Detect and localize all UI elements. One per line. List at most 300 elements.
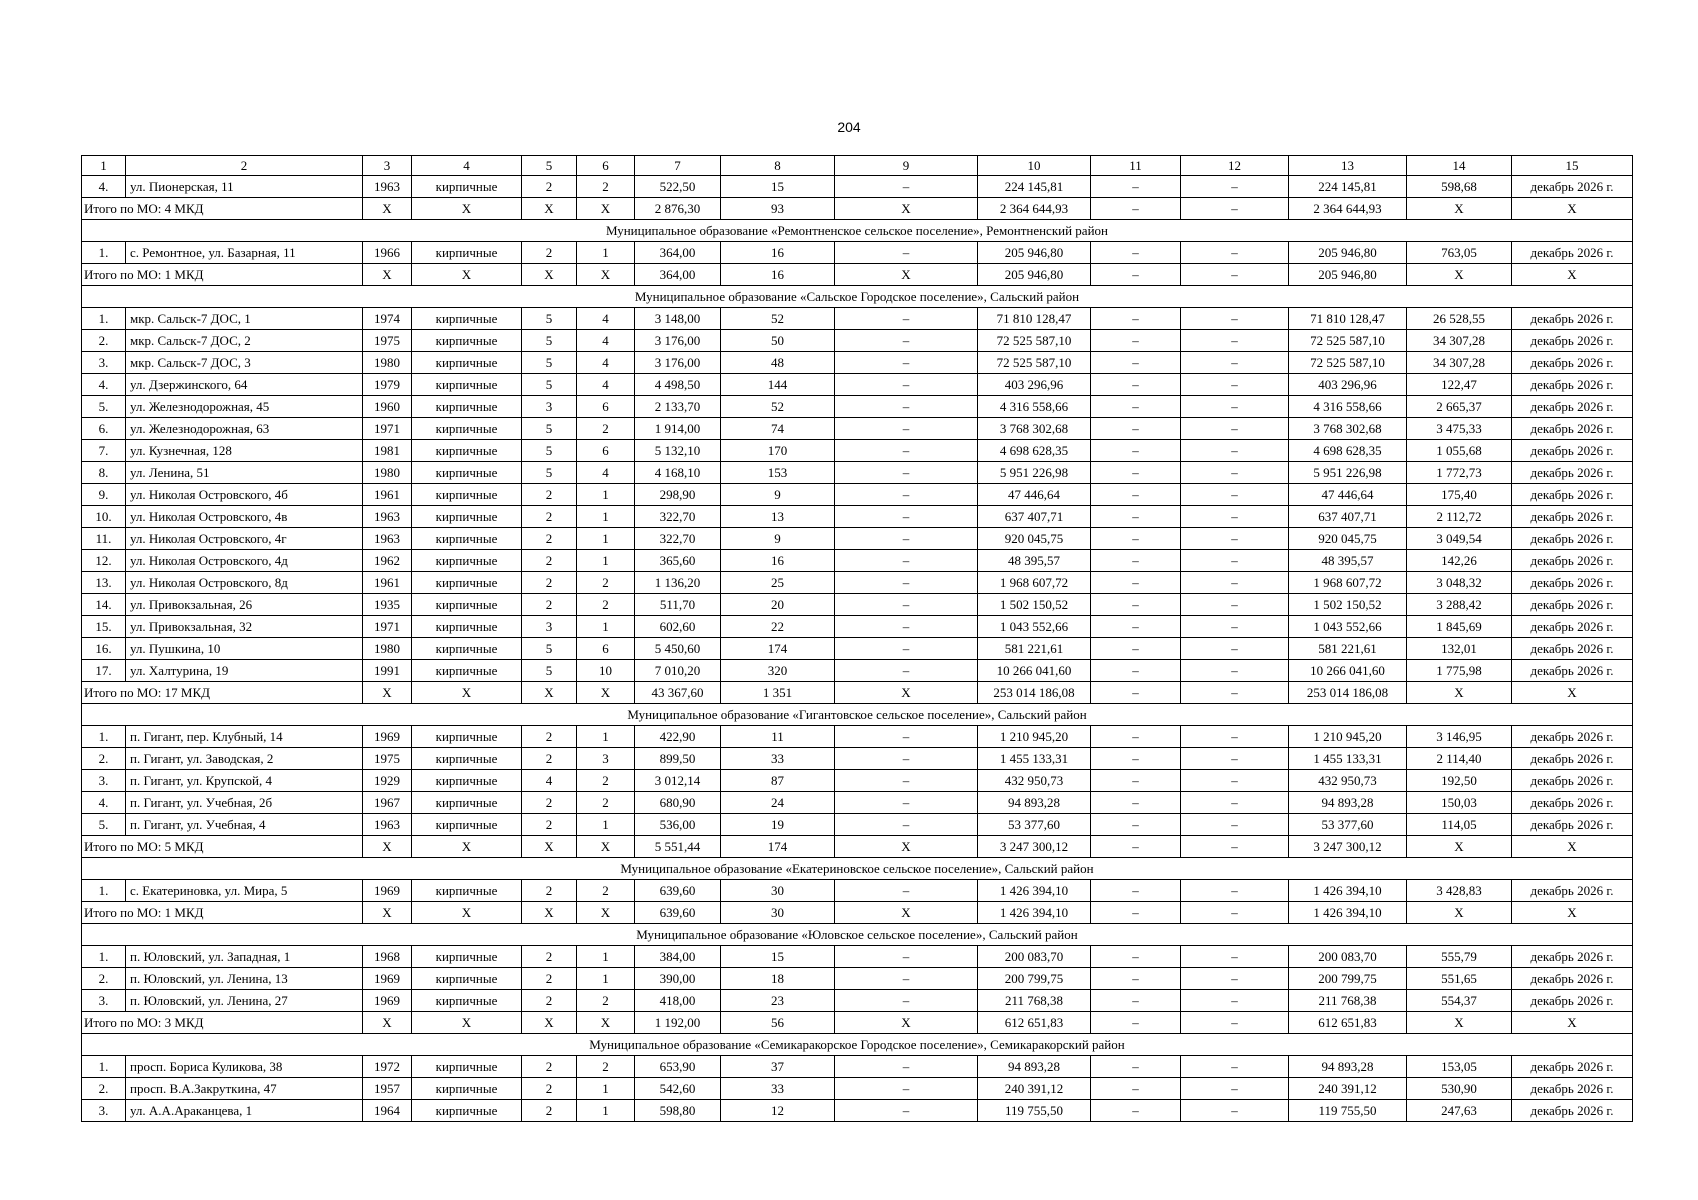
subtotal-residents: 30 [721, 902, 835, 924]
row-number-cell: 4. [82, 792, 126, 814]
build-year-cell: 1971 [363, 418, 412, 440]
wall-material-cell: кирпичные [412, 550, 522, 572]
floors-cell: 2 [522, 594, 577, 616]
column-header: 3 [363, 156, 412, 176]
row-number-cell: 17. [82, 660, 126, 682]
subtotal-col-9: X [835, 682, 978, 704]
col-11-cell: – [1091, 968, 1181, 990]
col-12-cell: – [1181, 638, 1289, 660]
col-9-cell: – [835, 440, 978, 462]
area-cell: 522,50 [635, 176, 721, 198]
col-11-cell: – [1091, 330, 1181, 352]
col-11-cell: – [1091, 814, 1181, 836]
col-12-cell: – [1181, 770, 1289, 792]
subtotal-subtotal-cost: 3 247 300,12 [1289, 836, 1407, 858]
area-cell: 418,00 [635, 990, 721, 1012]
subtotal-unit-cost: X [1407, 264, 1512, 286]
table-row [82, 814, 1633, 836]
residents-cell: 22 [721, 616, 835, 638]
unit-cost-cell: 175,40 [1407, 484, 1512, 506]
municipality-header-row [82, 858, 1633, 880]
total-cost-cell: 211 768,38 [978, 990, 1091, 1012]
subtotal-cost-cell: 200 083,70 [1289, 946, 1407, 968]
residents-cell: 15 [721, 176, 835, 198]
floors-cell: 5 [522, 330, 577, 352]
subtotal-col-11: – [1091, 836, 1181, 858]
entrances-cell: 2 [577, 418, 635, 440]
subtotal-total-cost: 2 364 644,93 [978, 198, 1091, 220]
col-9-cell: – [835, 176, 978, 198]
subtotal-floors: X [522, 682, 577, 704]
address-cell: п. Юловский, ул. Ленина, 13 [126, 968, 363, 990]
area-cell: 3 176,00 [635, 352, 721, 374]
housing-registry-table [81, 155, 1633, 1122]
area-cell: 384,00 [635, 946, 721, 968]
wall-material-cell: кирпичные [412, 242, 522, 264]
row-number-cell: 5. [82, 814, 126, 836]
entrances-cell: 1 [577, 550, 635, 572]
subtotal-label: Итого по МО: 1 МКД [82, 264, 363, 286]
col-11-cell: – [1091, 506, 1181, 528]
table-row [82, 484, 1633, 506]
subtotal-residents: 93 [721, 198, 835, 220]
entrances-cell: 2 [577, 594, 635, 616]
unit-cost-cell: 132,01 [1407, 638, 1512, 660]
wall-material-cell: кирпичные [412, 660, 522, 682]
row-number-cell: 2. [82, 748, 126, 770]
col-12-cell: – [1181, 528, 1289, 550]
unit-cost-cell: 2 112,72 [1407, 506, 1512, 528]
col-11-cell: – [1091, 352, 1181, 374]
wall-material-cell: кирпичные [412, 770, 522, 792]
subtotal-residents: 16 [721, 264, 835, 286]
subtotal-col-12: – [1181, 264, 1289, 286]
table-row [82, 1056, 1633, 1078]
area-cell: 364,00 [635, 242, 721, 264]
unit-cost-cell: 763,05 [1407, 242, 1512, 264]
build-year-cell: 1963 [363, 176, 412, 198]
subtotal-cost-cell: 1 043 552,66 [1289, 616, 1407, 638]
subtotal-label: Итого по МО: 5 МКД [82, 836, 363, 858]
subtotal-deadline: X [1512, 1012, 1633, 1034]
subtotal-entrances: X [577, 1012, 635, 1034]
unit-cost-cell: 2 665,37 [1407, 396, 1512, 418]
col-9-cell: – [835, 1078, 978, 1100]
col-11-cell: – [1091, 242, 1181, 264]
table-row [82, 242, 1633, 264]
subtotal-cost-cell: 48 395,57 [1289, 550, 1407, 572]
build-year-cell: 1964 [363, 1100, 412, 1122]
area-cell: 536,00 [635, 814, 721, 836]
wall-material-cell: кирпичные [412, 594, 522, 616]
unit-cost-cell: 1 775,98 [1407, 660, 1512, 682]
address-cell: ул. Халтурина, 19 [126, 660, 363, 682]
col-11-cell: – [1091, 638, 1181, 660]
total-cost-cell: 1 043 552,66 [978, 616, 1091, 638]
col-9-cell: – [835, 946, 978, 968]
wall-material-cell: кирпичные [412, 308, 522, 330]
residents-cell: 23 [721, 990, 835, 1012]
subtotal-area: 43 367,60 [635, 682, 721, 704]
subtotal-row [82, 198, 1633, 220]
table-row [82, 396, 1633, 418]
wall-material-cell: кирпичные [412, 484, 522, 506]
subtotal-cost-cell: 72 525 587,10 [1289, 330, 1407, 352]
build-year-cell: 1969 [363, 990, 412, 1012]
subtotal-floors: X [522, 264, 577, 286]
col-11-cell: – [1091, 374, 1181, 396]
build-year-cell: 1963 [363, 814, 412, 836]
table-row [82, 462, 1633, 484]
deadline-cell: декабрь 2026 г. [1512, 1078, 1633, 1100]
residents-cell: 174 [721, 638, 835, 660]
subtotal-area: 1 192,00 [635, 1012, 721, 1034]
subtotal-cost-cell: 224 145,81 [1289, 176, 1407, 198]
build-year-cell: 1969 [363, 968, 412, 990]
table-row [82, 660, 1633, 682]
subtotal-wall-material: X [412, 836, 522, 858]
subtotal-label: Итого по МО: 1 МКД [82, 902, 363, 924]
unit-cost-cell: 34 307,28 [1407, 352, 1512, 374]
total-cost-cell: 581 221,61 [978, 638, 1091, 660]
row-number-cell: 2. [82, 1078, 126, 1100]
col-12-cell: – [1181, 440, 1289, 462]
address-cell: ул. Николая Островского, 4в [126, 506, 363, 528]
wall-material-cell: кирпичные [412, 374, 522, 396]
entrances-cell: 1 [577, 726, 635, 748]
wall-material-cell: кирпичные [412, 528, 522, 550]
col-9-cell: – [835, 352, 978, 374]
floors-cell: 2 [522, 792, 577, 814]
subtotal-build-year: X [363, 836, 412, 858]
deadline-cell: декабрь 2026 г. [1512, 990, 1633, 1012]
subtotal-unit-cost: X [1407, 836, 1512, 858]
build-year-cell: 1969 [363, 880, 412, 902]
build-year-cell: 1972 [363, 1056, 412, 1078]
deadline-cell: декабрь 2026 г. [1512, 506, 1633, 528]
table-row [82, 176, 1633, 198]
address-cell: п. Юловский, ул. Ленина, 27 [126, 990, 363, 1012]
col-12-cell: – [1181, 308, 1289, 330]
subtotal-deadline: X [1512, 198, 1633, 220]
residents-cell: 19 [721, 814, 835, 836]
area-cell: 653,90 [635, 1056, 721, 1078]
subtotal-cost-cell: 1 502 150,52 [1289, 594, 1407, 616]
subtotal-build-year: X [363, 1012, 412, 1034]
subtotal-wall-material: X [412, 902, 522, 924]
residents-cell: 15 [721, 946, 835, 968]
municipality-header-row [82, 220, 1633, 242]
column-header: 1 [82, 156, 126, 176]
wall-material-cell: кирпичные [412, 352, 522, 374]
total-cost-cell: 4 316 558,66 [978, 396, 1091, 418]
subtotal-col-12: – [1181, 836, 1289, 858]
address-cell: просп. В.А.Закруткина, 47 [126, 1078, 363, 1100]
floors-cell: 2 [522, 990, 577, 1012]
row-number-cell: 6. [82, 418, 126, 440]
col-12-cell: – [1181, 418, 1289, 440]
unit-cost-cell: 3 146,95 [1407, 726, 1512, 748]
subtotal-unit-cost: X [1407, 1012, 1512, 1034]
col-12-cell: – [1181, 462, 1289, 484]
col-11-cell: – [1091, 396, 1181, 418]
row-number-cell: 1. [82, 242, 126, 264]
col-12-cell: – [1181, 748, 1289, 770]
build-year-cell: 1969 [363, 726, 412, 748]
row-number-cell: 3. [82, 990, 126, 1012]
floors-cell: 4 [522, 770, 577, 792]
address-cell: п. Гигант, пер. Клубный, 14 [126, 726, 363, 748]
area-cell: 1 136,20 [635, 572, 721, 594]
build-year-cell: 1981 [363, 440, 412, 462]
floors-cell: 2 [522, 946, 577, 968]
col-9-cell: – [835, 572, 978, 594]
row-number-cell: 1. [82, 726, 126, 748]
col-9-cell: – [835, 1100, 978, 1122]
entrances-cell: 1 [577, 242, 635, 264]
col-9-cell: – [835, 990, 978, 1012]
total-cost-cell: 403 296,96 [978, 374, 1091, 396]
col-11-cell: – [1091, 770, 1181, 792]
residents-cell: 18 [721, 968, 835, 990]
subtotal-cost-cell: 1 968 607,72 [1289, 572, 1407, 594]
row-number-cell: 7. [82, 440, 126, 462]
total-cost-cell: 224 145,81 [978, 176, 1091, 198]
unit-cost-cell: 114,05 [1407, 814, 1512, 836]
subtotal-wall-material: X [412, 1012, 522, 1034]
area-cell: 322,70 [635, 506, 721, 528]
column-header: 2 [126, 156, 363, 176]
address-cell: мкр. Сальск-7 ДОС, 3 [126, 352, 363, 374]
col-12-cell: – [1181, 814, 1289, 836]
row-number-cell: 1. [82, 946, 126, 968]
subtotal-subtotal-cost: 612 651,83 [1289, 1012, 1407, 1034]
table-row [82, 440, 1633, 462]
address-cell: ул. Николая Островского, 4д [126, 550, 363, 572]
col-11-cell: – [1091, 462, 1181, 484]
subtotal-cost-cell: 119 755,50 [1289, 1100, 1407, 1122]
wall-material-cell: кирпичные [412, 330, 522, 352]
address-cell: ул. Железнодорожная, 63 [126, 418, 363, 440]
area-cell: 542,60 [635, 1078, 721, 1100]
deadline-cell: декабрь 2026 г. [1512, 1056, 1633, 1078]
col-11-cell: – [1091, 550, 1181, 572]
col-12-cell: – [1181, 396, 1289, 418]
wall-material-cell: кирпичные [412, 748, 522, 770]
area-cell: 602,60 [635, 616, 721, 638]
address-cell: просп. Бориса Куликова, 38 [126, 1056, 363, 1078]
address-cell: ул. Дзержинского, 64 [126, 374, 363, 396]
unit-cost-cell: 530,90 [1407, 1078, 1512, 1100]
entrances-cell: 1 [577, 528, 635, 550]
unit-cost-cell: 34 307,28 [1407, 330, 1512, 352]
entrances-cell: 1 [577, 1078, 635, 1100]
floors-cell: 5 [522, 418, 577, 440]
subtotal-floors: X [522, 902, 577, 924]
unit-cost-cell: 150,03 [1407, 792, 1512, 814]
col-12-cell: – [1181, 572, 1289, 594]
wall-material-cell: кирпичные [412, 638, 522, 660]
table-row [82, 374, 1633, 396]
unit-cost-cell: 555,79 [1407, 946, 1512, 968]
column-header: 11 [1091, 156, 1181, 176]
municipality-name: Муниципальное образование «Гигантовское сельское поселение», Сальский район [82, 704, 1633, 726]
column-header: 13 [1289, 156, 1407, 176]
floors-cell: 5 [522, 638, 577, 660]
wall-material-cell: кирпичные [412, 1056, 522, 1078]
build-year-cell: 1962 [363, 550, 412, 572]
row-number-cell: 14. [82, 594, 126, 616]
total-cost-cell: 205 946,80 [978, 242, 1091, 264]
row-number-cell: 3. [82, 770, 126, 792]
col-12-cell: – [1181, 990, 1289, 1012]
deadline-cell: декабрь 2026 г. [1512, 242, 1633, 264]
area-cell: 639,60 [635, 880, 721, 902]
subtotal-col-9: X [835, 198, 978, 220]
deadline-cell: декабрь 2026 г. [1512, 1100, 1633, 1122]
residents-cell: 87 [721, 770, 835, 792]
entrances-cell: 4 [577, 374, 635, 396]
total-cost-cell: 200 083,70 [978, 946, 1091, 968]
col-9-cell: – [835, 374, 978, 396]
subtotal-cost-cell: 240 391,12 [1289, 1078, 1407, 1100]
deadline-cell: декабрь 2026 г. [1512, 946, 1633, 968]
build-year-cell: 1980 [363, 638, 412, 660]
deadline-cell: декабрь 2026 г. [1512, 792, 1633, 814]
row-number-cell: 16. [82, 638, 126, 660]
entrances-cell: 4 [577, 330, 635, 352]
wall-material-cell: кирпичные [412, 726, 522, 748]
column-header: 4 [412, 156, 522, 176]
entrances-cell: 6 [577, 440, 635, 462]
col-11-cell: – [1091, 528, 1181, 550]
entrances-cell: 4 [577, 462, 635, 484]
unit-cost-cell: 2 114,40 [1407, 748, 1512, 770]
col-9-cell: – [835, 308, 978, 330]
deadline-cell: декабрь 2026 г. [1512, 770, 1633, 792]
subtotal-cost-cell: 4 698 628,35 [1289, 440, 1407, 462]
subtotal-unit-cost: X [1407, 902, 1512, 924]
residents-cell: 24 [721, 792, 835, 814]
entrances-cell: 1 [577, 814, 635, 836]
table-row [82, 616, 1633, 638]
area-cell: 511,70 [635, 594, 721, 616]
col-9-cell: – [835, 814, 978, 836]
subtotal-cost-cell: 4 316 558,66 [1289, 396, 1407, 418]
subtotal-total-cost: 612 651,83 [978, 1012, 1091, 1034]
wall-material-cell: кирпичные [412, 440, 522, 462]
subtotal-entrances: X [577, 902, 635, 924]
floors-cell: 2 [522, 880, 577, 902]
address-cell: п. Гигант, ул. Крупской, 4 [126, 770, 363, 792]
build-year-cell: 1991 [363, 660, 412, 682]
wall-material-cell: кирпичные [412, 572, 522, 594]
municipality-name: Муниципальное образование «Сальское Городское поселение», Сальский район [82, 286, 1633, 308]
table-row [82, 1078, 1633, 1100]
subtotal-row [82, 836, 1633, 858]
col-9-cell: – [835, 330, 978, 352]
column-header: 14 [1407, 156, 1512, 176]
col-9-cell: – [835, 638, 978, 660]
entrances-cell: 2 [577, 792, 635, 814]
subtotal-cost-cell: 581 221,61 [1289, 638, 1407, 660]
total-cost-cell: 5 951 226,98 [978, 462, 1091, 484]
wall-material-cell: кирпичные [412, 792, 522, 814]
table-row [82, 1100, 1633, 1122]
subtotal-cost-cell: 1 426 394,10 [1289, 880, 1407, 902]
subtotal-area: 5 551,44 [635, 836, 721, 858]
subtotal-deadline: X [1512, 264, 1633, 286]
residents-cell: 170 [721, 440, 835, 462]
floors-cell: 2 [522, 572, 577, 594]
subtotal-floors: X [522, 836, 577, 858]
column-header: 9 [835, 156, 978, 176]
subtotal-cost-cell: 5 951 226,98 [1289, 462, 1407, 484]
deadline-cell: декабрь 2026 г. [1512, 484, 1633, 506]
build-year-cell: 1967 [363, 792, 412, 814]
build-year-cell: 1960 [363, 396, 412, 418]
column-header: 5 [522, 156, 577, 176]
unit-cost-cell: 3 475,33 [1407, 418, 1512, 440]
row-number-cell: 1. [82, 880, 126, 902]
col-9-cell: – [835, 880, 978, 902]
row-number-cell: 2. [82, 330, 126, 352]
subtotal-cost-cell: 1 455 133,31 [1289, 748, 1407, 770]
residents-cell: 9 [721, 484, 835, 506]
table-row [82, 352, 1633, 374]
area-cell: 598,80 [635, 1100, 721, 1122]
subtotal-cost-cell: 920 045,75 [1289, 528, 1407, 550]
floors-cell: 5 [522, 462, 577, 484]
floors-cell: 2 [522, 528, 577, 550]
floors-cell: 5 [522, 660, 577, 682]
wall-material-cell: кирпичные [412, 1078, 522, 1100]
column-header: 7 [635, 156, 721, 176]
floors-cell: 2 [522, 748, 577, 770]
address-cell: ул. Пушкина, 10 [126, 638, 363, 660]
subtotal-cost-cell: 94 893,28 [1289, 1056, 1407, 1078]
total-cost-cell: 48 395,57 [978, 550, 1091, 572]
col-11-cell: – [1091, 946, 1181, 968]
subtotal-unit-cost: X [1407, 682, 1512, 704]
area-cell: 422,90 [635, 726, 721, 748]
area-cell: 5 450,60 [635, 638, 721, 660]
floors-cell: 3 [522, 616, 577, 638]
col-9-cell: – [835, 528, 978, 550]
col-12-cell: – [1181, 1100, 1289, 1122]
row-number-cell: 4. [82, 374, 126, 396]
entrances-cell: 1 [577, 616, 635, 638]
build-year-cell: 1975 [363, 330, 412, 352]
col-12-cell: – [1181, 660, 1289, 682]
residents-cell: 11 [721, 726, 835, 748]
total-cost-cell: 240 391,12 [978, 1078, 1091, 1100]
address-cell: ул. А.А.Араканцева, 1 [126, 1100, 363, 1122]
unit-cost-cell: 3 428,83 [1407, 880, 1512, 902]
residents-cell: 25 [721, 572, 835, 594]
subtotal-row [82, 682, 1633, 704]
address-cell: п. Гигант, ул. Учебная, 2б [126, 792, 363, 814]
entrances-cell: 3 [577, 748, 635, 770]
entrances-cell: 2 [577, 880, 635, 902]
subtotal-col-9: X [835, 836, 978, 858]
address-cell: мкр. Сальск-7 ДОС, 2 [126, 330, 363, 352]
table-row [82, 572, 1633, 594]
subtotal-build-year: X [363, 902, 412, 924]
entrances-cell: 1 [577, 506, 635, 528]
col-12-cell: – [1181, 616, 1289, 638]
build-year-cell: 1961 [363, 484, 412, 506]
